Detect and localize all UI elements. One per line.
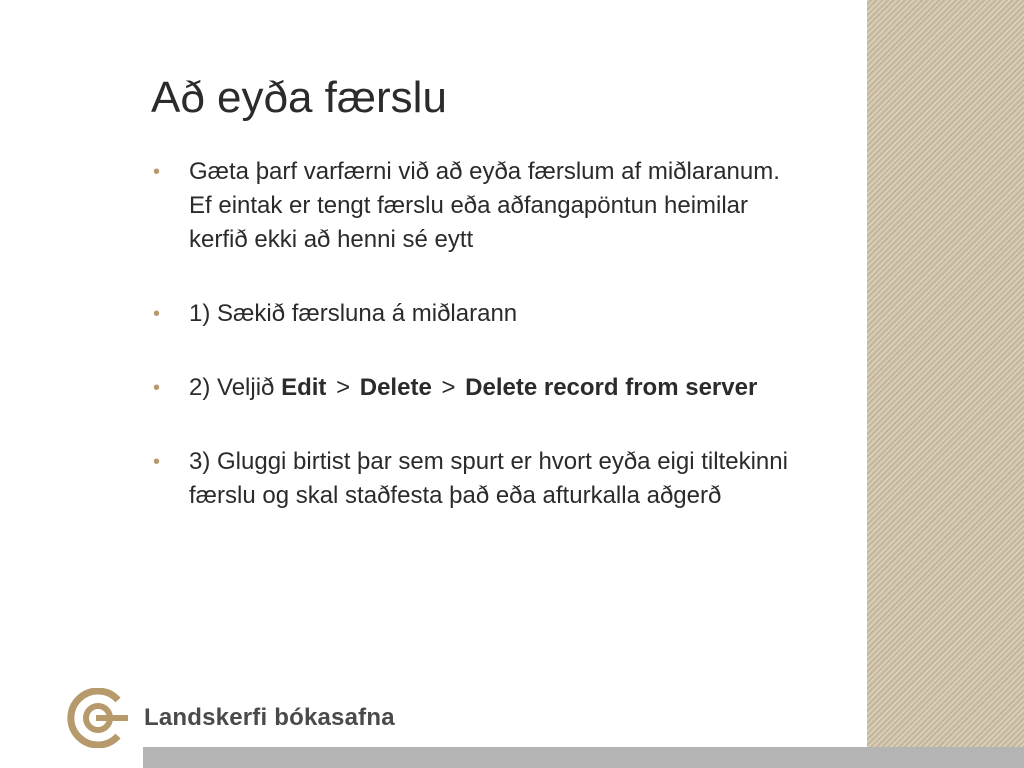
bullet-item-4 <box>151 445 801 513</box>
bullet-dot-icon: • <box>153 451 161 473</box>
bullet-item-3 <box>151 371 801 405</box>
bullet-text: 1) Sækið færsluna á miðlarann <box>189 300 518 327</box>
slide-title: Að eyða færslu <box>151 73 447 122</box>
bullet-list <box>151 155 801 513</box>
bullet-prefix: 2) Veljið <box>189 374 282 401</box>
bullet-item-2 <box>151 297 801 331</box>
bullet-item-1 <box>151 155 801 257</box>
bullet-text: 3) Gluggi birtist þar sem spurt er hvort eyða eigi tiltekinni færslu og skal staðfesta það eða afturkalla aðgerð <box>189 448 788 509</box>
bullet-dot-icon: • <box>153 161 161 183</box>
decorative-bottom-bar <box>143 747 1024 768</box>
menu-path-separator: > <box>336 374 351 401</box>
menu-path-delete-record: Delete record from server <box>465 374 758 401</box>
bullet-dot-icon: • <box>153 303 161 325</box>
logo-ring-icon <box>66 688 130 748</box>
decorative-side-panel <box>867 0 1024 768</box>
bullet-text: Gæta þarf varfærni við að eyða færslum af miðlaranum. Ef eintak er tengt færslu eða aðfangapöntun heimilar kerfið ekki að henni sé eytt <box>189 158 780 253</box>
footer-logo <box>66 688 395 748</box>
logo-text: Landskerfi bókasafna <box>144 704 395 731</box>
menu-path-delete: Delete <box>359 374 432 401</box>
bullet-dot-icon: • <box>153 377 161 399</box>
menu-path-edit: Edit <box>281 374 327 401</box>
menu-path-separator: > <box>441 374 456 401</box>
